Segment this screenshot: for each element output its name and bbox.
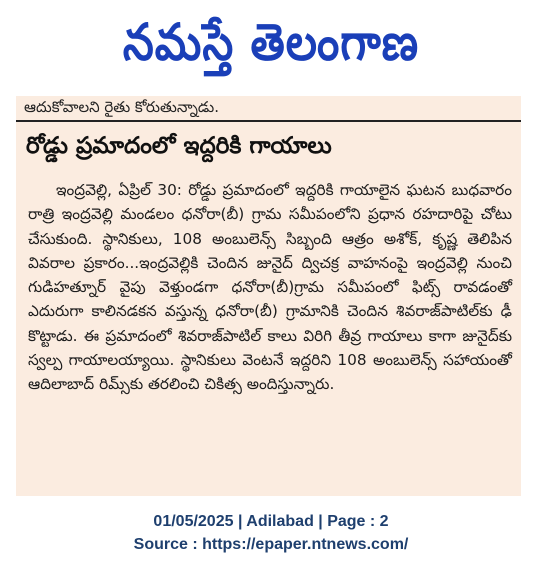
article-body: ఇంద్రవెల్లి, ఏప్రిల్ 30: రోడ్డు ప్రమాదంలో ఇద్దరికి గాయాలైన ఘటన బుధవారం రాత్రి ఇంద్రవెల్లి మండలం ధనోరా(బీ) గ్రామ సమీపంలోని ప్రధాన రహదారిపై చోటు చేసుకుంది. స్థానికులు, 108 అంబులెన్స్ సిబ్బంది ఆత్రం అశోక్, కృష్ణ తెలిపిన వివరాల ప్రకారం...ఇంద్రవెల్లికి చెందిన జునైద్ ద్విచక్ర వాహనంపై ఇంద్రవెల్లి నుంచి గుడిహత్నూర్ వైపు వెళ్తుండగా ధనోరా(బీ)గ్రామ సమీపంలో ఫిట్స్ రావడంతో ఎదురుగా కాలినడకన వస్తున్న ధనోరా(బీ) గ్రామానికి చెందిన శివరాజ్‌పాటిల్‌కు ఢీ కొట్టాడు. ఈ ప్రమాదంలో శివరాజ్‌పాటిల్ కాలు విరిగి తీవ్ర గాయాలు కాగా జునైద్‌కు స్వల్ప గాయాలయ్యాయి. స్థానికులు వెంటనే ఇద్దరిని 108 అంబులెన్స్ సహాయంతో ఆదిలాబాద్ రిమ్స్‌కు తరలించి చికిత్స అందిస్తున్నారు. <box>28 181 512 394</box>
newspaper-masthead <box>0 0 542 98</box>
footer-meta: 01/05/2025 | Adilabad | Page : 2 <box>153 513 389 530</box>
masthead-title: నమస్తే తెలంగాణ <box>122 13 420 72</box>
divider <box>16 120 521 122</box>
article-headline: రోడ్డు ప్రమాదంలో ఇద్దరికి గాయాలు <box>26 133 332 159</box>
news-clipping <box>16 96 521 496</box>
clipping-footer <box>0 510 542 556</box>
previous-article-line: ఆదుకోవాలని రైతు కోరుతున్నాడు. <box>24 98 219 116</box>
footer-source: Source : https://epaper.ntnews.com/ <box>133 536 409 553</box>
